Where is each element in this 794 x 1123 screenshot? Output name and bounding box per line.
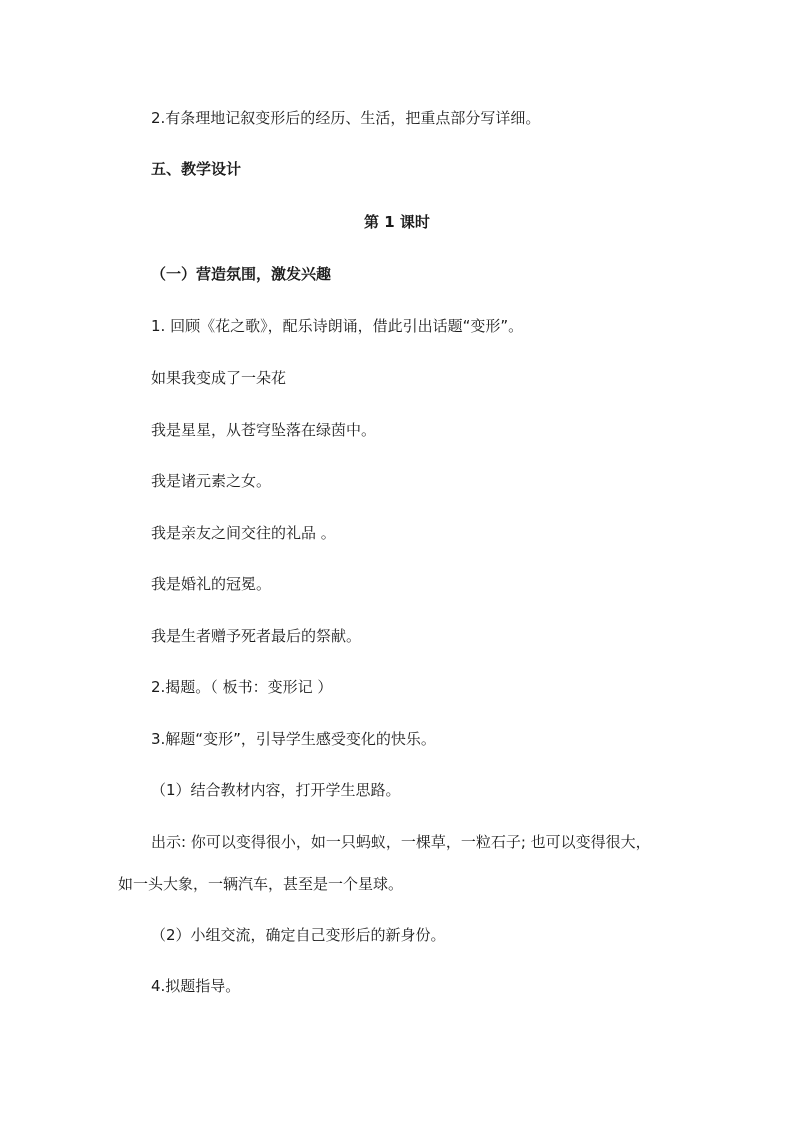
subsection-heading: （一）营造氛围，激发兴趣 (151, 265, 332, 283)
objective-2: 2.有条理地记叙变形后的经历、生活，把重点部分写详细。 (151, 109, 541, 127)
step-3-sub-1: （1）结合教材内容，打开学生思路。 (151, 781, 401, 799)
poem-line-4: 我是亲友之间交往的礼品 。 (151, 524, 336, 542)
lesson-title: 第 1 课时 (364, 213, 430, 231)
poem-line-1: 如果我变成了一朵花 (151, 369, 287, 387)
example-line-2: 如一头大象，一辆汽车，甚至是一个星球。 (118, 875, 404, 893)
step-4: 4.拟题指导。 (151, 977, 241, 995)
poem-line-2: 我是星星，从苍穹坠落在绿茵中。 (151, 421, 377, 439)
poem-line-6: 我是生者赠予死者最后的祭献。 (151, 627, 362, 645)
example-line-1: 出示: 你可以变得很小，如一只蚂蚁，一棵草，一粒石子; 也可以变得很大， (151, 833, 651, 851)
step-3-sub-2: （2）小组交流，确定自己变形后的新身份。 (151, 926, 446, 944)
step-3: 3.解题“变形”，引导学生感受变化的快乐。 (151, 730, 436, 748)
poem-line-5: 我是婚礼的冠冕。 (151, 575, 272, 593)
section-heading-teaching-design: 五、教学设计 (151, 160, 242, 178)
step-2: 2.揭题。（ 板书：变形记 ） (151, 678, 333, 696)
poem-line-3: 我是诸元素之女。 (151, 472, 272, 490)
step-1: 1. 回顾《花之歌》，配乐诗朗诵，借此引出话题“变形”。 (151, 317, 524, 335)
